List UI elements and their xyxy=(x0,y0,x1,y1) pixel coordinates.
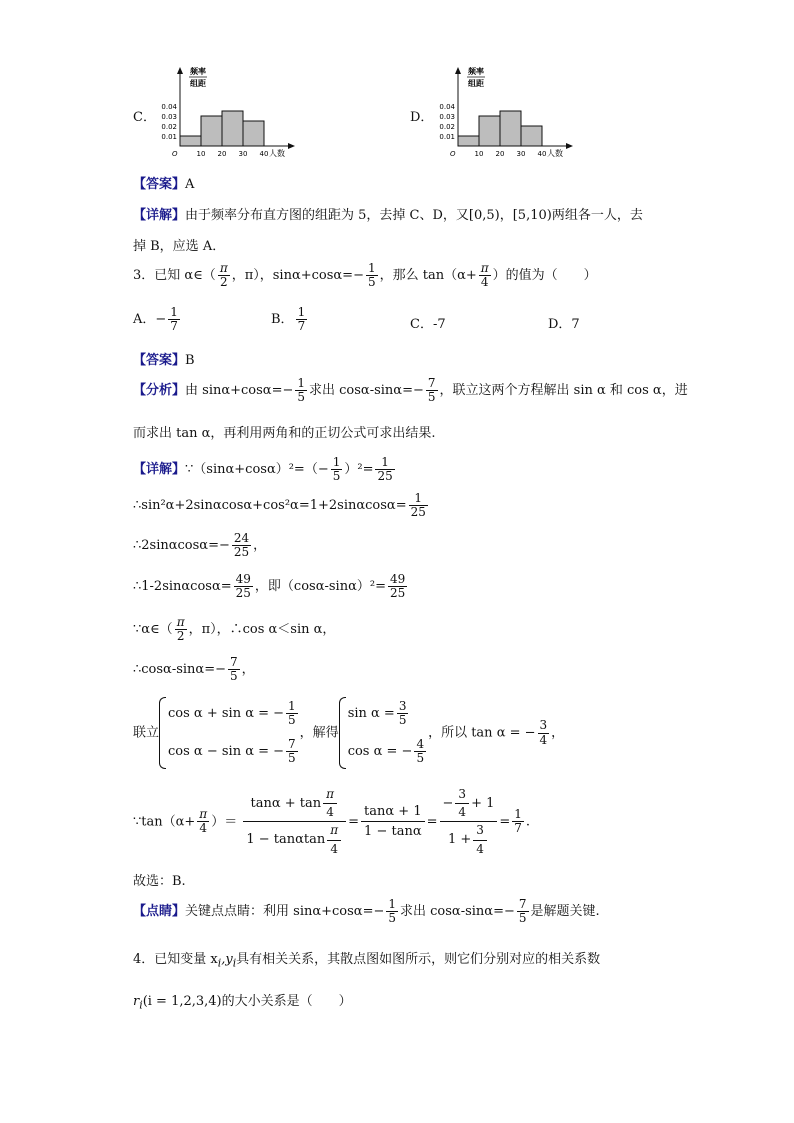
x-tick-label: 10 xyxy=(474,150,484,158)
x-tick-label: 10 xyxy=(196,150,206,158)
y-label-bottom: 组距 xyxy=(190,79,206,88)
histogram-bar xyxy=(222,111,243,146)
key-point: 【点睛】关键点点睛：利用 sinα+cosα=− $\frac{1}{5}$ 求出 cosα-sinα=− $\frac{7}{5}$ 是解题关键. xyxy=(133,897,600,926)
y-label-top: 频率 xyxy=(190,67,206,76)
question-3: 3．已知 α∈（ $\frac{\pi}{2}$ ，π），sinα+cosα=− $\frac{1}{5}$ ，那么 tan（α+ $\frac{\pi}{4}$ ）的值为（ ） xyxy=(133,261,597,290)
question-4-line1: 4．已知变量 $x_i,y_i$具有相关关系，其散点图如图所示，则它们分别对应的相关系数 xyxy=(133,952,601,970)
histogram-bar xyxy=(458,136,479,146)
histogram-bar xyxy=(479,116,500,146)
histogram-bar xyxy=(180,136,201,146)
x-tick-label: 40 xyxy=(537,150,547,158)
answer-2 xyxy=(133,173,194,192)
y-axis-arrow xyxy=(455,67,461,74)
y-axis-arrow xyxy=(177,67,183,74)
step-6: ∴cosα-sinα=− $\frac{7}{5}$ ， xyxy=(133,655,255,684)
detail-tag: 【详解】 xyxy=(133,208,186,223)
option-d: D．7 xyxy=(548,317,580,332)
x-tick-label: 30 xyxy=(238,150,248,158)
option-a: A．− $\frac{1}{7}$ xyxy=(133,305,178,334)
option-b: B． $\frac{1}{7}$ xyxy=(271,305,306,334)
analysis-line1: 【分析】由 sinα+cosα=− $\frac{1}{5}$ 求出 cosα-sinα=− $\frac{7}{5}$ ，联立这两个方程解出 sin α 和 cos α，进 xyxy=(133,376,688,405)
system-solve: 联立 cos α + sin α = − $\frac{1}{5}$ cos α − sin α = − $\frac{7}{5}$ ，解得 sin α = $\frac{3}{5}$ cos α = − $\frac{4}{5}$ ，所以 tan α = − $\frac{3}{4}$ ， xyxy=(133,695,564,771)
step-1: 【详解】∵（sinα+cosα）²=（− $\frac{1}{5}$ ）²= $\frac{1}{25}$ xyxy=(133,455,393,484)
histogram-bar xyxy=(243,121,264,146)
y-label-top: 频率 xyxy=(468,67,484,76)
y-tick-label: 0.01 xyxy=(439,133,455,141)
x-axis-arrow xyxy=(288,143,295,149)
histogram-bar xyxy=(201,116,222,146)
histogram-bar xyxy=(521,126,542,146)
answer-3: 【答案】B xyxy=(133,353,195,368)
analysis-line2: 而求出 tan α，再利用两角和的正切公式可求出结果. xyxy=(133,426,436,441)
x-tick-label: 20 xyxy=(217,150,227,158)
x-tick-label: O xyxy=(172,150,178,158)
option-c-label: C． xyxy=(133,110,156,125)
equation-system-2: sin α = $\frac{3}{5}$ cos α = − $\frac{4}{5}$ xyxy=(339,695,428,771)
step-4: ∴1-2sinαcosα= $\frac{49}{25}$ ，即（cosα-sinα）²= $\frac{49}{25}$ xyxy=(133,572,406,601)
x-tick-label: 40 xyxy=(259,150,269,158)
x-tick-label: O xyxy=(450,150,456,158)
histogram-c xyxy=(150,62,300,162)
x-tick-label: 20 xyxy=(495,150,505,158)
equation-system-1: cos α + sin α = − $\frac{1}{5}$ cos α − sin α = − $\frac{7}{5}$ xyxy=(159,695,300,771)
option-c: C．-7 xyxy=(410,317,446,332)
step-2: ∴sin²α+2sinαcosα+cos²α=1+2sinαcosα= $\frac{1}{25}$ xyxy=(133,491,426,520)
answer-tag: 【答案】 xyxy=(133,177,186,192)
histogram-bar xyxy=(500,111,521,146)
y-tick-label: 0.04 xyxy=(161,103,177,111)
y-label-bottom: 组距 xyxy=(468,79,484,88)
x-tick-label: 30 xyxy=(516,150,526,158)
y-tick-label: 0.02 xyxy=(439,123,455,131)
question-4-line2: $r_i(i = 1,2,3,4)$的大小关系是（ ） xyxy=(133,994,352,1012)
y-tick-label: 0.02 xyxy=(161,123,177,131)
detail-text: 由于频率分布直方图的组距为 5，去掉 C、D，又[0,5)，[5,10)两组各一人，去 xyxy=(185,208,643,223)
detail-2-line1 xyxy=(133,204,643,223)
answer-value: A xyxy=(185,177,195,192)
y-tick-label: 0.04 xyxy=(439,103,455,111)
detail-2-line2: 掉 B，应选 A． xyxy=(133,239,226,254)
x-axis-arrow xyxy=(566,143,573,149)
histogram-d xyxy=(428,62,578,162)
y-tick-label: 0.03 xyxy=(439,113,455,121)
x-label: 人数 xyxy=(269,149,285,158)
conclusion: 故选：B. xyxy=(133,874,186,889)
y-tick-label: 0.03 xyxy=(161,113,177,121)
step-3: ∴2sinαcosα=− $\frac{24}{25}$ ， xyxy=(133,531,267,560)
option-d-label: D． xyxy=(410,110,434,125)
y-tick-label: 0.01 xyxy=(161,133,177,141)
step-5: ∵α∈（ $\frac{\pi}{2}$ ，π），∴cos α＜sin α， xyxy=(133,615,336,644)
tan-formula: ∵tan（α+ $\frac{\pi}{4}$ ）＝ tanα + tan $\frac{\pi}{4}$ 1 − tanαtan $\frac{\pi}{4}$ = $\frac{\tan\alpha + 1}{1 - \tan\alpha}$ = − $\frac{3}{4}$ + 1 1 + $\frac{3}{4}$ = $\frac{1}{7}$ . xyxy=(133,787,531,856)
x-label: 人数 xyxy=(547,149,563,158)
